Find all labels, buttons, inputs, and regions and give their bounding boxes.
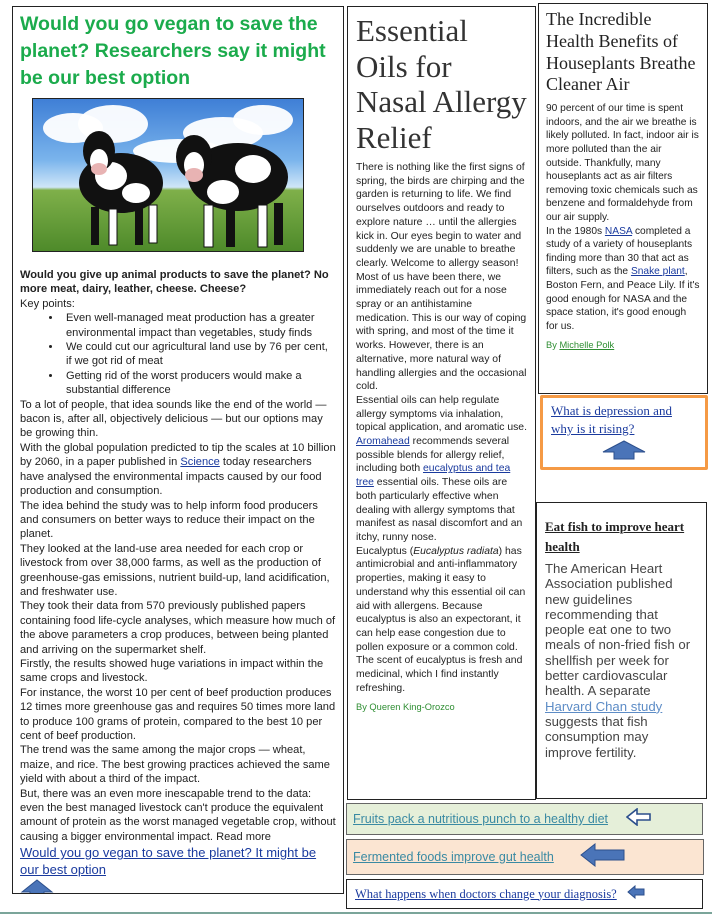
paragraph	[356, 545, 527, 655]
paragraph	[356, 394, 527, 545]
harvard-chan-link[interactable]: Harvard Chan study	[545, 698, 663, 714]
paragraph: There is nothing like the first signs of spring, the birds are chirping and the garden is returning to life. We find ourselves outdoors and ready to explore nature … until the allergies kick in. Our eyes begin to water and suddenly we are unable to breathe clearly. Welcome to allergy season! Most of us have been there, we immediately reach out for a nose spray or an antihistamine medication. This is our way of coping with spring, and most of the time it works. However, there is an alternative, more natural way of handling allergies and the occasional cold.	[356, 162, 527, 393]
list-item: • Even well-managed meat production has a greater environmental impact than vegetables, study finds	[62, 311, 336, 340]
paragraph: 90 percent of our time is spent indoors, and the air we breathe is likely polluted. In fact, indoor air is more polluted than the air outside. Thankfully, many houseplants act as air filters removing toxic chemicals such as benzene and formaldehyde from our air supply.	[546, 103, 699, 223]
nasa-link[interactable]: NASA	[604, 225, 633, 237]
text: , Boston Fern, and Peace Lily. If it's good enough for NASA and the space station, it's good enough for us.	[546, 266, 700, 332]
cows-photo	[32, 98, 304, 252]
vegan-article-lead: Would you give up animal products to save the planet? No more meat, dairy, leather, cheese. Cheese?	[20, 269, 329, 296]
text: With the global population predicted to tip the scales at 10 billion by 2060, in a paper published in	[20, 441, 336, 469]
fish-title[interactable]: Eat fish to improve heart health	[545, 519, 685, 554]
paragraph: The idea behind the study was to help inform food producers and consumers on better ways to reduce their impact on the planet.	[20, 499, 318, 541]
essential-oils-body	[356, 161, 527, 715]
paragraph: But, there was an even more inescapable trend to the data: even the best managed livestock can't produce the equivalent amount of protein as the worst managed vegetable crop, without causing a bigger environmental impact. Read more	[20, 787, 336, 843]
paragraph: For instance, the worst 10 per cent of beef production produces 12 times more greenhouse gas and requires 50 times more land to produce 100 grams of protein, compared to the best 10 per cent of beef production.	[20, 686, 336, 742]
fish-article	[536, 502, 707, 799]
list-item: • We could cut our agricultural land use by 76 per cent, if we got rid of meat	[62, 340, 336, 369]
fermented-link[interactable]: Fermented foods improve gut health	[353, 850, 554, 864]
text: By	[546, 340, 560, 351]
houseplants-body	[546, 102, 700, 353]
key-points-label: Key points:	[20, 297, 75, 310]
left-arrow-icon[interactable]	[627, 885, 645, 904]
text: recommends several possible blends for allergy relief, including both	[356, 436, 510, 475]
text: In the 1980s	[546, 225, 605, 237]
text: essential oils. These oils are both particularly effective when dealing with allergy symptoms that manifest as nasal discomfort and an itchy, runny nose.	[356, 477, 523, 543]
divider	[0, 912, 712, 914]
vegan-article-title: Would you go vegan to save the planet? Researchers say it might be our best option	[20, 13, 326, 89]
paragraph: Firstly, the results showed huge variations in impact within the same crops and livestock.	[20, 657, 324, 685]
byline	[546, 339, 700, 353]
vegan-readmore-link[interactable]: Would you go vegan to save the planet? It might be our best option	[20, 845, 317, 878]
author-link[interactable]: Michelle Polk	[559, 340, 615, 351]
up-arrow-icon[interactable]	[551, 440, 697, 465]
paragraph: The scent of eucalyptus is fresh and medicinal, which I find instantly refreshing.	[356, 655, 523, 694]
paragraph	[20, 441, 336, 499]
essential-oils-title: Essential Oils for Nasal Allergy Relief	[356, 13, 527, 155]
paragraph: They looked at the land-use area needed for each crop or livestock from over 38,000 farms, as well as the production of greenhouse-gas emissions, nutrient build-up, land acidification, and freshwater use.	[20, 542, 330, 598]
fermented-link-box	[346, 839, 704, 875]
fruits-link[interactable]: Fruits pack a nutritious punch to a healthy diet	[353, 812, 609, 826]
left-arrow-icon[interactable]	[580, 843, 626, 872]
depression-link-box	[540, 395, 708, 470]
doctors-link[interactable]: What happens when doctors change your diagnosis?	[355, 886, 617, 901]
byline: By Queren King-Orozco	[356, 702, 455, 713]
snake-plant-link[interactable]: Snake plant	[630, 266, 685, 278]
text: Eucalyptus (	[356, 545, 414, 557]
text: suggests that fish consumption may improve fertility.	[545, 713, 649, 760]
text: completed a study of a variety of houseplants finding more than 30 that act as filters, such as the	[546, 225, 693, 278]
science-link[interactable]: Science	[180, 456, 220, 469]
text: Eucalyptus radiata	[413, 545, 499, 557]
text: Essential oils can help regulate allergy symptoms via inhalation, topical application, and aromatic use.	[356, 394, 527, 434]
vegan-article	[12, 6, 344, 894]
fruits-link-box	[346, 803, 703, 835]
paragraph: To a lot of people, that idea sounds like the end of the world — bacon is, after all, objectively delicious — but our options may be growing thin.	[20, 398, 327, 440]
paragraph	[546, 225, 700, 334]
doctors-link-box	[346, 879, 703, 909]
essential-oils-article	[347, 6, 536, 800]
paragraph: They took their data from 570 previously published papers containing food life-cycle analyses, which measure how much of the above parameters a crop produces, between being planted and arriving on the supermarket shelf.	[20, 600, 336, 656]
text: today researchers have analysed the environmental impacts caused by our food production and consumption.	[20, 456, 322, 498]
fish-body	[545, 561, 698, 760]
eucalyptus-tea-tree-link[interactable]: eucalyptus and tea tree	[356, 463, 511, 489]
left-arrow-outline-icon[interactable]	[626, 808, 652, 831]
text: The American Heart Association published new guidelines recommending that people eat one to two meals of non-fried fish or shellfish per week for better cardiovascular health. A separate	[545, 561, 691, 699]
houseplants-title: The Incredible Health Benefits of Houseplants Breathe Cleaner Air	[546, 9, 696, 95]
list-item: • Getting rid of the worst producers would make a substantial difference	[62, 369, 336, 398]
text: ) has antimicrobial and anti-inflammatory properties, making it easy to understand why this essential oil can aid with allergens. Because eucalyptus is also an expectorant, it can help ease congestion due to pollen exposure or a common cold.	[356, 545, 526, 653]
vegan-article-body	[20, 268, 336, 894]
depression-link[interactable]: What is depression and why is it rising?	[551, 403, 672, 436]
houseplants-article	[538, 3, 708, 394]
paragraph: The trend was the same among the major crops — wheat, maize, and rice. The best growing practices achieved the same yield with about a third of the impact.	[20, 744, 330, 786]
key-points-list	[20, 311, 336, 397]
up-arrow-icon[interactable]	[20, 879, 54, 894]
aromahead-link[interactable]: Aromahead	[356, 436, 410, 448]
